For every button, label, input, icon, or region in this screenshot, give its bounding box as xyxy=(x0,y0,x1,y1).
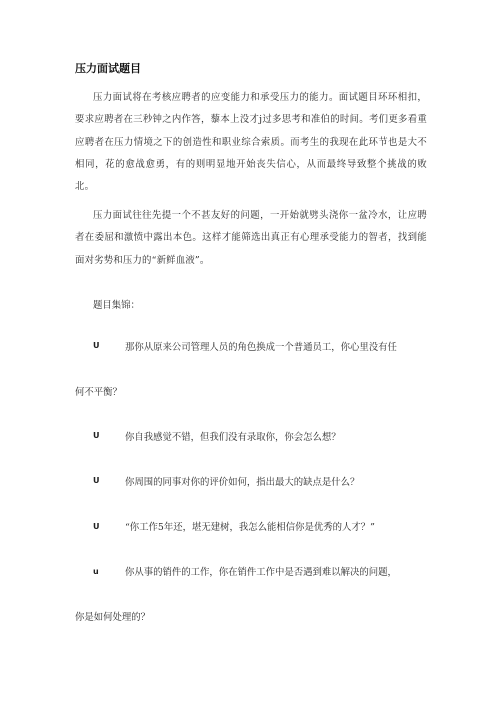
question-item: 那你从原来公司管理人员的角色换成一个普通员工，你心里没有任 xyxy=(125,342,397,353)
bullet-marker: U xyxy=(93,431,100,440)
question-item: 你从事的销件的工作，你在销件工作中是否遇到难以解决的问题， xyxy=(125,567,397,578)
question-continuation: 你是如何处理的？ xyxy=(75,612,151,623)
question-item: 你周围的同事对你的评价如何，指出最大的缺点是什么？ xyxy=(125,477,360,488)
section-label: 题目集锦： xyxy=(93,300,140,311)
bullet-marker: U xyxy=(93,476,100,485)
bullet-marker: U xyxy=(93,341,100,350)
bullet-marker: U xyxy=(93,522,100,531)
bullet-marker: u xyxy=(93,567,99,576)
question-continuation: 何不平衡？ xyxy=(75,387,122,398)
intro-paragraph: 压力面试将在考核应聘者的应变能力和承受压力的能力。面试题目环环相扣，要求应聘者在三秒钟之内作答，藜本上没才j过多思考和准伯的时间。考们更多看重应聘者在压力情境之下的创造性和职业综合索质。而考生的我现在此环节也是大不相同，花的愈战愈勇，有的则明显地开始丧失信心，从而最终导致整个挑战的败北。 xyxy=(75,92,427,193)
second-paragraph: 压力面试往往先提一个不甚友好的问题，一开始就劈头浇你一盆冷水，让应聘者在委屈和激愤中露出本色。这样才能筛选出真正有心理承受能力的智者，找到能面对劣势和压力的“新鲜血液”。 xyxy=(75,210,427,266)
question-item: “你工作5年还，堪无建树，我怎么能相信你是优秀的人才？” xyxy=(125,522,375,533)
question-item: 你自我感觉不错，但我们没有录取你，你会怎么想？ xyxy=(125,432,341,443)
document-title: 压力面试题目 xyxy=(75,62,141,75)
